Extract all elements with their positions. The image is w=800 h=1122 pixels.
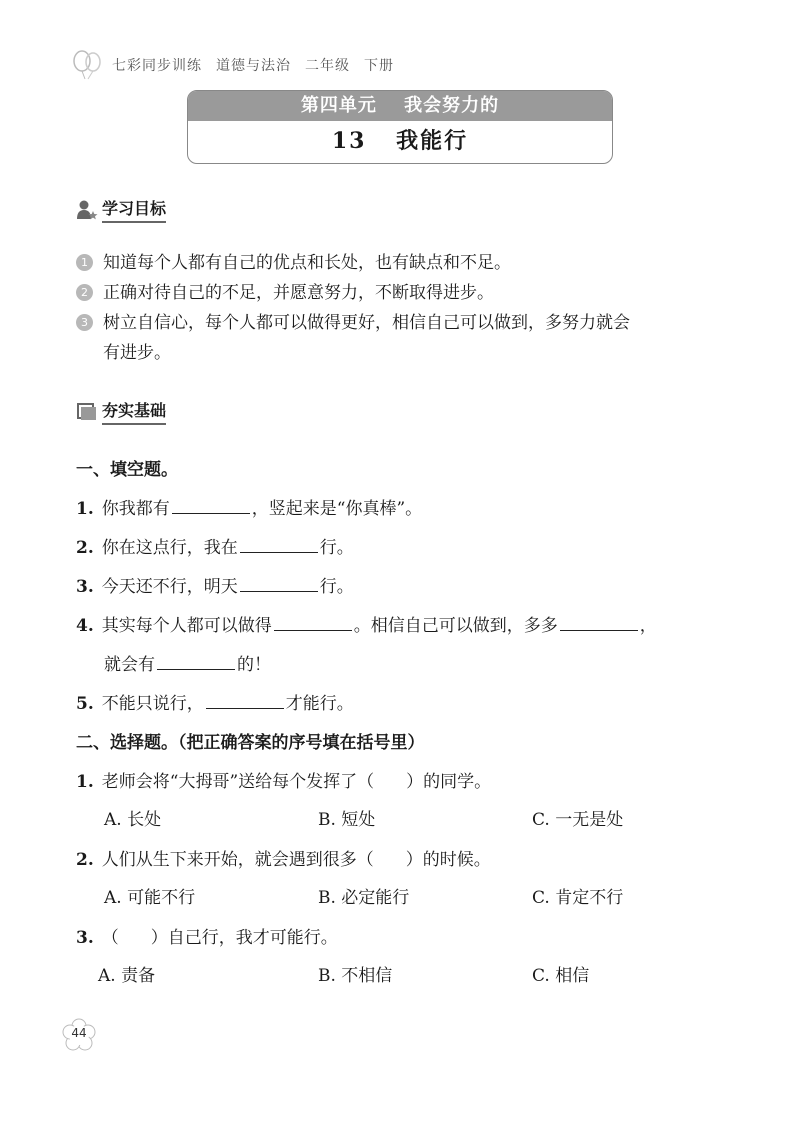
option-c[interactable]: C. 肯定不行 [532, 888, 624, 908]
choice-question-2 [76, 845, 736, 875]
basics-heading [76, 398, 166, 425]
option-b[interactable]: B. 必定能行 [318, 888, 410, 908]
objective-item [76, 278, 736, 308]
fill-question-2 [76, 533, 736, 563]
objective-number: 1 [76, 254, 93, 271]
question-text: 的！ [237, 655, 271, 675]
header-grade: 二年级 [305, 58, 350, 74]
question-number: 3. [76, 928, 94, 948]
option-a[interactable]: A. 长处 [104, 810, 162, 830]
unit-title [188, 91, 612, 121]
choice-heading: 二、选择题。（把正确答案的序号填在括号里） [76, 733, 425, 753]
fill-question-3 [76, 572, 736, 602]
question-text: 人们从生下来开始，就会遇到很多（ [101, 850, 374, 870]
question-number: 1. [76, 499, 94, 519]
fill-question-1 [76, 494, 736, 524]
question-text: ， [639, 616, 657, 636]
objective-number: 3 [76, 314, 93, 331]
question-text: 就会有 [104, 655, 155, 675]
question-text: 行。 [319, 577, 354, 597]
question-text: 其实每个人都可以做得 [101, 616, 272, 636]
answer-blank[interactable] [157, 651, 235, 670]
running-header [70, 50, 394, 80]
question-number: 4. [76, 616, 94, 636]
choice-question-3 [76, 923, 736, 953]
question-number: 2. [76, 850, 94, 870]
answer-blank[interactable] [274, 612, 352, 631]
objectives-heading [76, 196, 166, 223]
fill-question-4-continued [104, 650, 764, 680]
question-text: 你我都有 [101, 499, 170, 519]
question-text: 今天还不行，明天 [101, 577, 238, 597]
page-number: 44 [71, 1026, 87, 1040]
lesson-name: 我能行 [396, 128, 469, 154]
option-b[interactable]: B. 短处 [318, 810, 376, 830]
lesson-title [188, 121, 612, 161]
question-text: 行。 [319, 538, 354, 558]
page-number-badge [62, 1018, 96, 1052]
lesson-number: 13 [331, 128, 367, 154]
question-text: 你在这点行，我在 [101, 538, 238, 558]
option-a[interactable]: A. 可能不行 [104, 888, 196, 908]
unit-name: 我会努力的 [404, 95, 500, 116]
answer-blank[interactable] [206, 690, 284, 709]
choice-question-1 [76, 767, 736, 797]
question-text: （ [101, 928, 119, 948]
fill-question-5 [76, 689, 736, 719]
question-text: ）的同学。 [406, 772, 492, 792]
lesson-title-box [187, 90, 613, 164]
choice-options-3 [98, 961, 758, 991]
basics-heading-label: 夯实基础 [102, 398, 166, 425]
question-number: 2. [76, 538, 94, 558]
objective-text: 知道每个人都有自己的优点和长处，也有缺点和不足。 [103, 253, 511, 273]
question-text: 老师会将“大拇哥”送给每个发挥了（ [101, 772, 375, 792]
header-volume: 下册 [364, 58, 394, 74]
objective-text-continued: 有进步。 [103, 343, 171, 363]
question-text: 不能只说行， [101, 694, 204, 714]
objectives-heading-label: 学习目标 [102, 196, 166, 223]
objectives-list [76, 248, 736, 368]
objective-text: 正确对待自己的不足，并愿意努力，不断取得进步。 [103, 283, 494, 303]
header-subject: 道德与法治 [216, 58, 291, 74]
option-c[interactable]: C. 相信 [532, 966, 590, 986]
question-number: 1. [76, 772, 94, 792]
option-a[interactable]: A. 责备 [98, 966, 156, 986]
question-text: 。相信自己可以做到，多多 [353, 616, 558, 636]
objective-text: 树立自信心，每个人都可以做得更好，相信自己可以做到，多努力就会 [103, 313, 630, 333]
question-text: 才能行。 [285, 694, 354, 714]
fill-question-4 [76, 611, 736, 641]
book-icon [76, 402, 98, 422]
objective-item [76, 248, 736, 278]
header-book: 七彩同步训练 [112, 58, 202, 74]
question-text: ，竖起来是“你真棒”。 [251, 499, 423, 519]
question-text: ）自己行，我才可能行。 [150, 928, 338, 948]
option-b[interactable]: B. 不相信 [318, 966, 393, 986]
question-text: ）的时候。 [405, 850, 491, 870]
objective-number: 2 [76, 284, 93, 301]
answer-blank[interactable] [560, 612, 638, 631]
balloon-icon [70, 50, 104, 80]
question-number: 3. [76, 577, 94, 597]
student-star-icon [76, 199, 98, 221]
fill-heading: 一、填空题。 [76, 460, 178, 480]
answer-blank[interactable] [172, 495, 250, 514]
unit-number: 第四单元 [300, 95, 377, 116]
choice-options-1 [104, 805, 764, 835]
objective-item [76, 308, 736, 338]
question-number: 5. [76, 694, 94, 714]
answer-blank[interactable] [240, 534, 318, 553]
answer-blank[interactable] [240, 573, 318, 592]
choice-options-2 [104, 883, 764, 913]
option-c[interactable]: C. 一无是处 [532, 810, 624, 830]
